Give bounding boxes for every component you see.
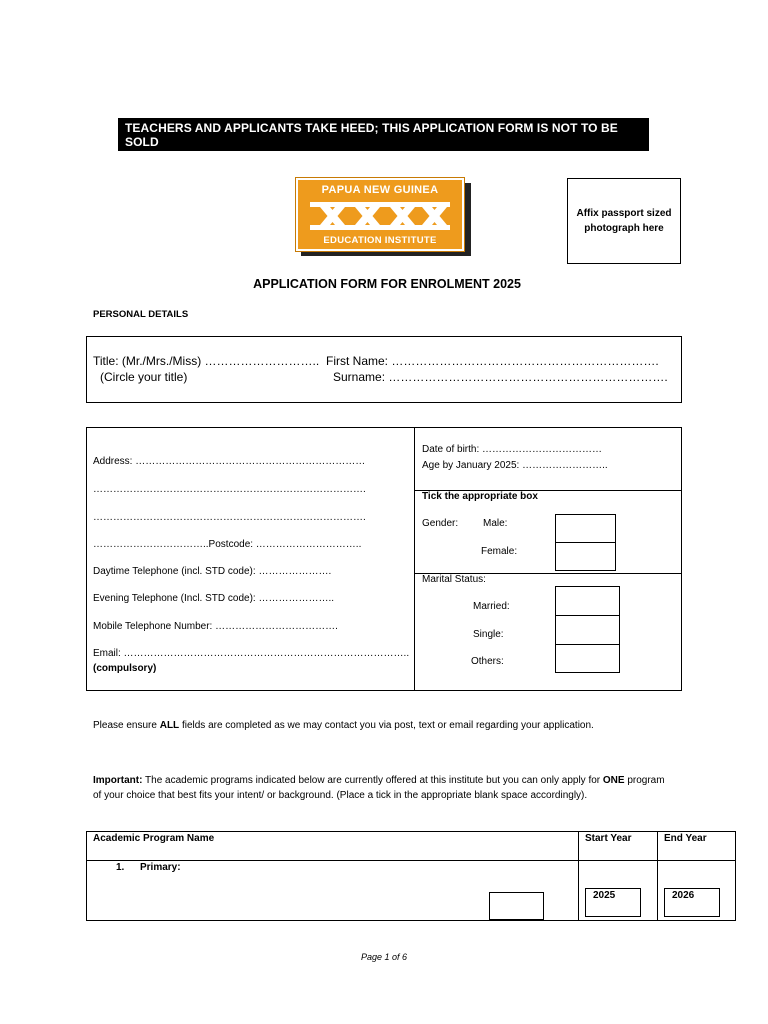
name-section bbox=[86, 336, 682, 403]
single-checkbox[interactable] bbox=[555, 615, 620, 645]
notice-post: fields are completed as we may contact you via post, text or email regarding your application. bbox=[179, 720, 594, 731]
female-label: Female: bbox=[481, 546, 518, 557]
header-end-year: End Year bbox=[664, 833, 707, 844]
important-text-2: program of your choice that best fits your intent/ or background. (Place a tick in the appropriate blank space accordingly). bbox=[93, 775, 665, 801]
completion-notice bbox=[93, 718, 733, 733]
gender-label: Gender: bbox=[422, 518, 459, 529]
start-year-value: 2025 bbox=[593, 890, 616, 901]
male-checkbox[interactable] bbox=[555, 514, 616, 543]
others-checkbox[interactable] bbox=[555, 644, 620, 673]
address-line-2[interactable]: ………………………………………………………………………. bbox=[93, 484, 366, 495]
age-field[interactable]: Age by January 2025: …………………….. bbox=[422, 460, 608, 471]
male-label: Male: bbox=[483, 518, 508, 529]
end-year-value: 2026 bbox=[672, 890, 695, 901]
email-compulsory-note: (compulsory) bbox=[93, 663, 157, 674]
end-year-box bbox=[664, 888, 720, 917]
program-select-checkbox[interactable] bbox=[489, 892, 544, 920]
others-label: Others: bbox=[471, 656, 504, 667]
postcode-field[interactable]: ……………………………..Postcode: ………………………….. bbox=[93, 539, 362, 550]
tick-box-header: Tick the appropriate box bbox=[422, 491, 538, 502]
female-checkbox[interactable] bbox=[555, 542, 616, 571]
table-column-divider bbox=[578, 832, 579, 920]
first-name-field[interactable]: First Name: …………………………………………………………. bbox=[326, 354, 659, 368]
page-number: Page 1 of 6 bbox=[360, 952, 408, 962]
table-header-divider bbox=[87, 860, 735, 861]
single-label: Single: bbox=[473, 629, 504, 640]
details-grid bbox=[86, 427, 682, 691]
start-year-box bbox=[585, 888, 641, 917]
title-field[interactable]: Title: (Mr./Mrs./Miss) ……………………….. bbox=[93, 354, 320, 368]
institute-logo bbox=[296, 178, 464, 251]
logo-top-text: PAPUA NEW GUINEA bbox=[321, 184, 439, 196]
daytime-phone-field[interactable]: Daytime Telephone (incl. STD code): …………………. bbox=[93, 566, 332, 577]
program-table bbox=[86, 831, 736, 921]
important-one: ONE bbox=[602, 775, 625, 786]
program-number: 1. bbox=[116, 862, 125, 873]
dob-field[interactable]: Date of birth: ……………………………… bbox=[422, 444, 603, 455]
important-label: Important: bbox=[93, 775, 143, 786]
evening-phone-field[interactable]: Evening Telephone (Incl. STD code): ………………….. bbox=[93, 593, 335, 604]
notice-pre: Please ensure bbox=[93, 720, 160, 731]
form-title: APPLICATION FORM FOR ENROLMENT 2025 bbox=[253, 277, 521, 291]
header-program-name: Academic Program Name bbox=[93, 833, 215, 844]
program-name: Primary: bbox=[140, 862, 181, 873]
email-field[interactable]: Email: ………………………………………………………………………….. bbox=[93, 648, 410, 659]
warning-banner: TEACHERS AND APPLICANTS TAKE HEED; THIS APPLICATION FORM IS NOT TO BE SOLD bbox=[118, 118, 649, 151]
circle-title-note: (Circle your title) bbox=[100, 370, 188, 384]
married-checkbox[interactable] bbox=[555, 586, 620, 616]
header-start-year: Start Year bbox=[585, 833, 632, 844]
passport-photo-box bbox=[567, 178, 681, 264]
important-text-1: The academic programs indicated below are currently offered at this institute but you can only apply for bbox=[142, 775, 603, 786]
address-line-3[interactable]: ………………………………………………………………………. bbox=[93, 512, 366, 523]
table-column-divider bbox=[657, 832, 658, 920]
personal-details-label: PERSONAL DETAILS bbox=[93, 309, 189, 320]
logo-bottom-text: EDUCATION INSTITUTE bbox=[323, 235, 437, 246]
married-label: Married: bbox=[473, 601, 510, 612]
marital-status-label: Marital Status: bbox=[422, 574, 486, 585]
photo-box-label: Affix passport sized photograph here bbox=[576, 208, 672, 234]
important-note bbox=[93, 773, 673, 803]
notice-bold: ALL bbox=[159, 720, 180, 731]
surname-field[interactable]: Surname: ……………………………………………………………. bbox=[333, 370, 668, 384]
mobile-phone-field[interactable]: Mobile Telephone Number: ………………………………. bbox=[93, 621, 338, 632]
grid-divider bbox=[414, 428, 415, 690]
address-field[interactable]: Address: …………………………………………………………… bbox=[93, 456, 366, 467]
logo-emblem-icon bbox=[310, 198, 450, 234]
